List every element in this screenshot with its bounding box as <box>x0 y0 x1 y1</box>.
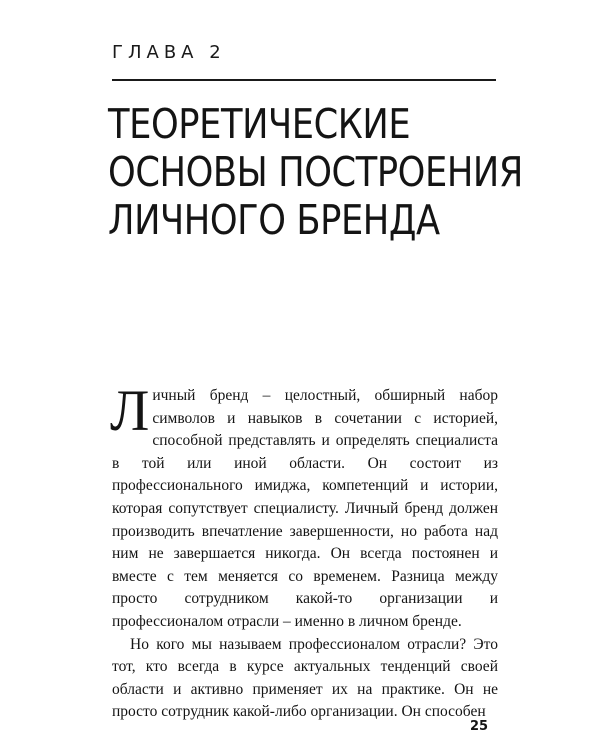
page-number: 25 <box>470 719 489 734</box>
chapter-title <box>108 100 523 244</box>
paragraph: Но кого мы называем профессионалом отрасли? Это тот, кто всегда в курсе актуальных тенденций своей области и активно применяет их на практике. Он не просто сотрудник какой-либо организации. Он способен <box>112 635 498 721</box>
chapter-label: ГЛАВА 2 <box>112 42 226 63</box>
chapter-title-line: ОСНОВЫ ПОСТРОЕНИЯ <box>108 148 523 196</box>
paragraph-text: ичный бренд – целостный, обширный набор символов и навыков в сочетании с историей, способной представлять и определять специалиста в той или иной области. Он состоит из профессионального имиджа, компетенций и истории, которая сопутствует специалисту. Личный бренд должен производить впечатление завершенности, но работа над ним не завершается никогда. Он всегда постоянен и вместе с тем меняется со временем. Разница между просто сотрудником какой-то организации и профессионалом отрасли – именно в личном бренде. <box>112 387 498 630</box>
chapter-title-line: ЛИЧНОГО БРЕНДА <box>108 196 440 244</box>
chapter-title-line: ТЕОРЕТИЧЕСКИЕ <box>108 100 411 148</box>
chapter-divider <box>112 79 496 81</box>
drop-cap: Л <box>110 378 150 443</box>
paragraph <box>110 378 498 634</box>
body-text <box>110 378 498 724</box>
